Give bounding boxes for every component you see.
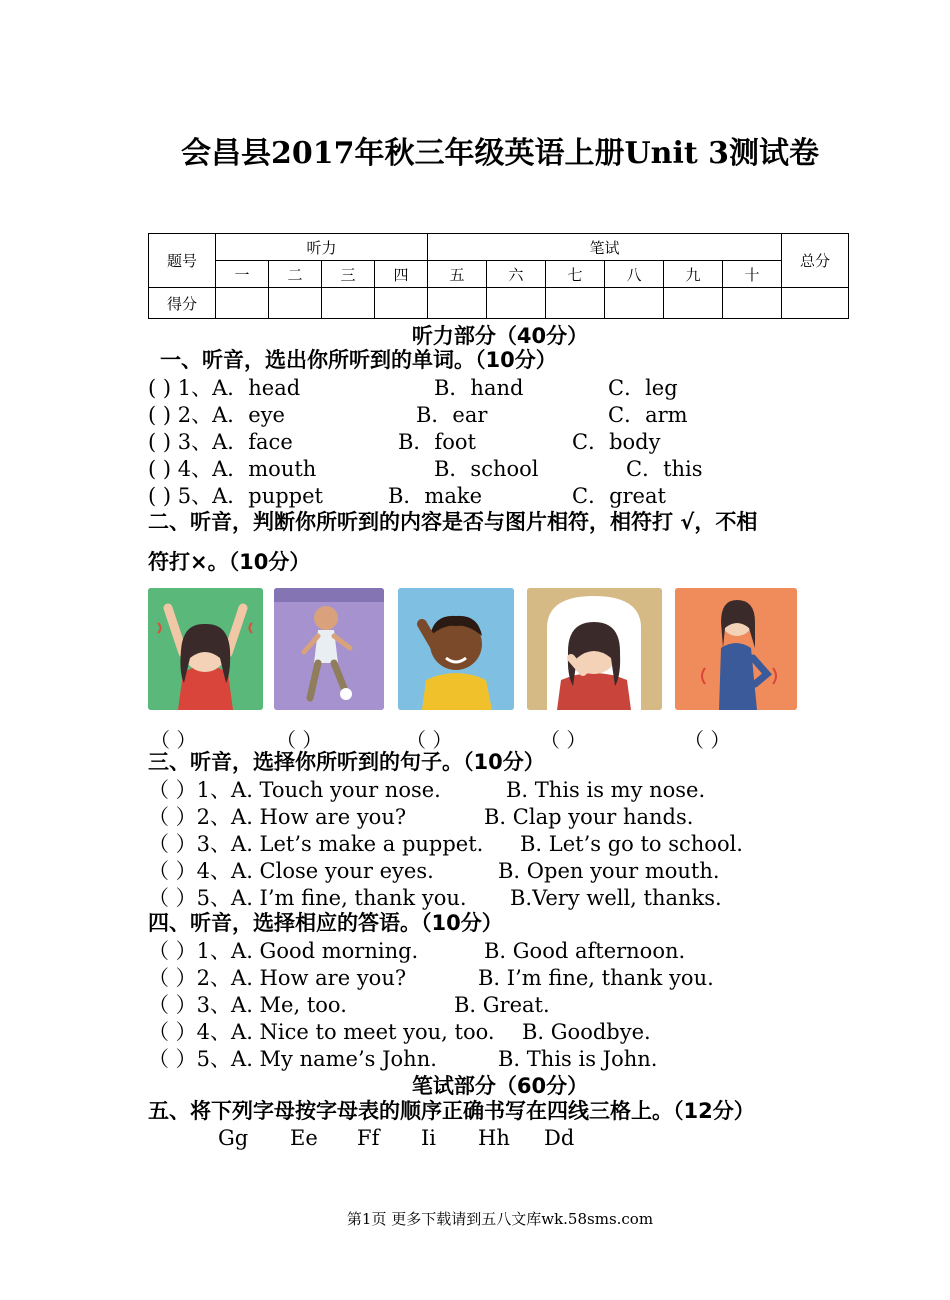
listening-header: 听力部分（40分） [411,324,589,348]
answer-paren[interactable]: （ ） [150,728,197,752]
answer-paren[interactable]: （ ） [540,728,587,752]
col-7: 七 [546,261,605,288]
section2-heading-1: 二、听音，判断你所听到的内容是否与图片相符，相符打 √，不相 [148,510,758,534]
col-6: 六 [487,261,546,288]
letter-pair: Ii [421,1126,437,1150]
col-3: 三 [322,261,375,288]
answer-paren[interactable]: （ ） [684,728,731,752]
written-label: 笔试 [428,234,782,261]
col-2: 二 [269,261,322,288]
section3-heading: 三、听音，选择你所听到的句子。（10分） [148,750,545,774]
picture-girl-at-window [527,588,662,710]
col-1: 一 [216,261,269,288]
page-title: 会昌县2017年秋三年级英语上册Unit 3测试卷 [180,136,820,171]
listening-label: 听力 [216,234,428,261]
letter-pair: Ff [357,1126,380,1150]
score-cell[interactable] [664,288,723,319]
score-cell[interactable] [269,288,322,319]
letter-pair: Hh [478,1126,510,1150]
picture-girl-standing [675,588,797,710]
answer-paren[interactable]: （ ） [406,728,453,752]
section4-heading: 四、听音，选择相应的答语。（10分） [148,911,503,935]
score-cell[interactable] [546,288,605,319]
written-header: 笔试部分（60分） [411,1074,589,1098]
score-table [148,233,849,319]
letter-pair: Dd [544,1126,575,1150]
col-4: 四 [375,261,428,288]
score-cell[interactable] [375,288,428,319]
score-cell[interactable] [216,288,269,319]
score-cell[interactable] [428,288,487,319]
score-cell[interactable] [782,288,849,319]
score-cell[interactable] [605,288,664,319]
score-label: 得分 [149,288,216,319]
picture-boy-touching-head [398,588,514,710]
col-8: 八 [605,261,664,288]
page-footer: 第1页 更多下载请到五八文库wk.58sms.com [346,1210,654,1228]
col-10: 十 [723,261,782,288]
letter-pair: Gg [218,1126,249,1150]
score-cell[interactable] [487,288,546,319]
picture-boy-jumping [274,588,384,710]
section5-heading: 五、将下列字母按字母表的顺序正确书写在四线三格上。（12分） [148,1099,755,1123]
answer-paren[interactable]: （ ） [276,728,323,752]
letter-pair: Ee [290,1126,318,1150]
score-cell[interactable] [723,288,782,319]
picture-girl-waving [148,588,263,710]
section2-heading-2: 符打×。（10分） [148,550,311,574]
total-label: 总分 [782,234,849,288]
row-label: 题号 [149,234,216,288]
col-5: 五 [428,261,487,288]
col-9: 九 [664,261,723,288]
score-cell[interactable] [322,288,375,319]
section1-heading: 一、听音，选出你所听到的单词。（10分） [160,348,557,372]
